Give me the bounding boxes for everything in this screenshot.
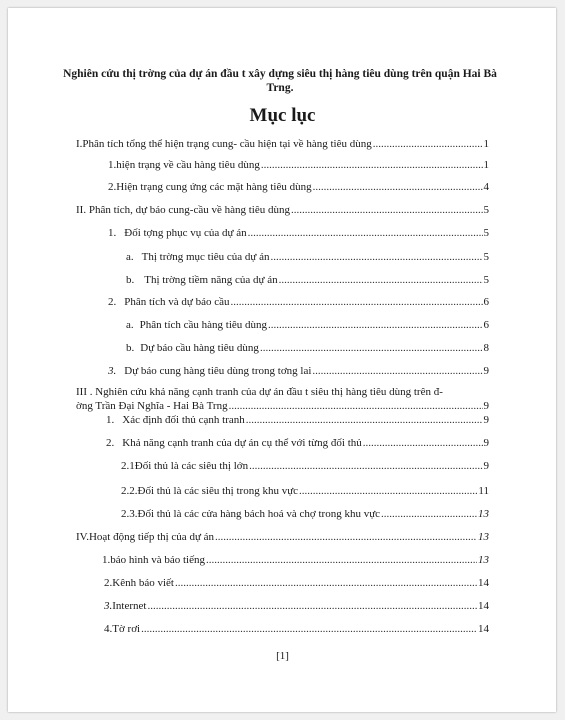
toc-leader <box>268 318 482 332</box>
toc-leader <box>229 399 483 413</box>
toc-entry[interactable] <box>126 250 489 264</box>
toc-entry-number: 1. <box>108 159 117 171</box>
toc-entry[interactable] <box>121 507 489 521</box>
toc-leader <box>246 413 483 427</box>
toc-page-number: 11 <box>478 485 489 497</box>
toc-entry[interactable] <box>104 599 489 613</box>
toc-entry[interactable] <box>108 295 489 309</box>
toc-entry[interactable] <box>121 484 489 498</box>
toc-leader <box>206 553 477 567</box>
toc-page-number: 8 <box>483 342 489 354</box>
toc-page-number: 9 <box>483 365 489 377</box>
toc-leader <box>175 576 477 590</box>
toc-entry-text: Dự báo cầu hàng tiêu dùng <box>140 342 259 354</box>
toc-leader <box>313 180 483 194</box>
toc-page-number: 6 <box>483 296 489 308</box>
toc-entry-text: II. Phân tích, dự báo cung-cầu về hàng tiêu dùng <box>76 204 290 216</box>
toc-leader <box>312 364 482 378</box>
toc-entry-text: III . Nghiên cứu khả năng cạnh tranh của dự án đầu t siêu thị hàng tiêu dùng trên đ- <box>76 386 443 398</box>
toc-entry-text: Thị trờng mục tiêu của dự án <box>141 251 270 263</box>
toc-entry[interactable] <box>121 459 489 473</box>
toc-page-number: 14 <box>478 577 489 589</box>
toc-page-number: 5 <box>483 251 489 263</box>
toc-page-number: 13 <box>478 554 489 566</box>
toc-entry-text: 2.1Đối thủ là các siêu thị lớn <box>121 460 249 472</box>
toc-entry-text: hiện trạng về cầu hàng tiêu dùng <box>116 159 260 171</box>
toc-page-number: 14 <box>478 600 489 612</box>
toc-page-number: 13 <box>478 531 489 543</box>
toc-entry-text: 1.báo hình và báo tiếng <box>102 554 205 566</box>
toc-page-number: 9 <box>483 437 489 449</box>
toc-entry-text: Xác định đối thủ cạnh tranh <box>122 414 245 426</box>
toc-leader <box>373 137 483 151</box>
toc-entry[interactable] <box>126 273 489 287</box>
toc-entry-text: Kênh báo viết <box>112 577 174 589</box>
toc-entry-text: Đối tợng phục vụ của dự án <box>124 227 247 239</box>
toc-entry[interactable] <box>108 180 489 194</box>
toc-entry[interactable] <box>108 226 489 240</box>
toc-leader <box>147 599 477 613</box>
toc-entry-text-continued: ờng Trần Đại Nghĩa - Hai Bà Trng <box>76 400 228 412</box>
toc-page-number: 14 <box>478 623 489 635</box>
toc-leader <box>215 530 477 544</box>
toc-page-number: 1 <box>483 138 489 150</box>
toc-leader <box>381 507 477 521</box>
toc-entry-text: Thị trờng tiềm năng của dự án <box>144 274 278 286</box>
toc-page-number: 5 <box>483 204 489 216</box>
toc-entry-number: b. <box>126 342 135 354</box>
toc-entry[interactable] <box>104 576 489 590</box>
toc-leader <box>299 484 477 498</box>
toc-entry-text: Phân tích và dự báo cầu <box>124 296 230 308</box>
toc-entry-number: 2. <box>104 577 113 589</box>
toc-entry[interactable] <box>106 436 489 450</box>
toc-entry-text: I.Phân tích tổng thể hiện trạng cung- cầu hiện tại về hàng tiêu dùng <box>76 138 372 150</box>
toc-leader <box>249 459 482 473</box>
toc-entry-text: 2.3.Đối thủ là các cửa hàng bách hoá và chợ trong khu vực <box>121 508 381 520</box>
toc-entry-text: Hiện trạng cung ứng các mặt hàng tiêu dùng <box>116 181 312 193</box>
toc-entry[interactable] <box>76 385 489 413</box>
toc-entry[interactable] <box>76 137 489 151</box>
toc-entry-number: 3. <box>104 600 113 612</box>
toc-entry-number: b. <box>126 274 135 286</box>
toc-page-number: 9 <box>483 400 489 412</box>
toc-entry[interactable] <box>108 364 489 378</box>
toc-page-number: 4 <box>483 181 489 193</box>
toc-entry[interactable] <box>102 553 489 567</box>
toc-page-number: 13 <box>478 508 489 520</box>
toc-leader <box>363 436 483 450</box>
toc-entry-text: Dự báo cung hàng tiêu dùng trong tơng lai <box>124 365 312 377</box>
toc-entry-number: 1. <box>106 414 115 426</box>
toc-leader <box>260 341 483 355</box>
toc-entry[interactable] <box>126 341 489 355</box>
toc-page-number: 9 <box>483 460 489 472</box>
toc-heading: Mục lục <box>249 105 316 126</box>
page-footer: [1] <box>276 650 289 662</box>
toc-entry-number: 2. <box>108 181 117 193</box>
toc-entry-number: 2. <box>106 437 115 449</box>
toc-leader <box>279 273 483 287</box>
toc-leader <box>291 203 483 217</box>
toc-entry-number: 3. <box>108 365 117 377</box>
toc-entry[interactable] <box>76 203 489 217</box>
toc-entry-number: 1. <box>108 227 117 239</box>
toc-entry-number: a. <box>126 251 134 263</box>
toc-entry-text: IV.Hoạt động tiếp thị của dự án <box>76 531 215 543</box>
toc-entry-number: 4. <box>104 623 113 635</box>
toc-leader <box>261 158 483 172</box>
document-title: Nghiên cứu thị trờng của dự án đầu t xây dựng siêu thị hàng tiêu dùng trên quận Hai Bà Trng. <box>63 68 497 94</box>
toc-page-number: 9 <box>483 414 489 426</box>
toc-leader <box>248 226 483 240</box>
toc-entry[interactable] <box>126 318 489 332</box>
toc-page-number: 6 <box>483 319 489 331</box>
toc-entry-text: Khả năng cạnh tranh của dự án cụ thể với từng đối thủ <box>122 437 362 449</box>
toc-entry[interactable] <box>106 413 489 427</box>
toc-leader <box>231 295 483 309</box>
toc-entry-text: Internet <box>112 600 147 612</box>
toc-page-number: 5 <box>483 274 489 286</box>
toc-entry-text: Tờ rơi <box>112 623 141 635</box>
toc-page-number: 5 <box>483 227 489 239</box>
toc-entry[interactable] <box>76 530 489 544</box>
toc-entry-number: 2. <box>108 296 117 308</box>
toc-entry-number: a. <box>126 319 134 331</box>
toc-leader <box>141 622 477 636</box>
toc-page-number: 1 <box>483 159 489 171</box>
toc-leader <box>271 250 483 264</box>
toc-entry[interactable] <box>108 158 489 172</box>
toc-entry-text: 2.2.Đối thủ là các siêu thị trong khu vực <box>121 485 299 497</box>
toc-entry[interactable] <box>104 622 489 636</box>
toc-entry-text: Phân tích cầu hàng tiêu dùng <box>139 319 268 331</box>
